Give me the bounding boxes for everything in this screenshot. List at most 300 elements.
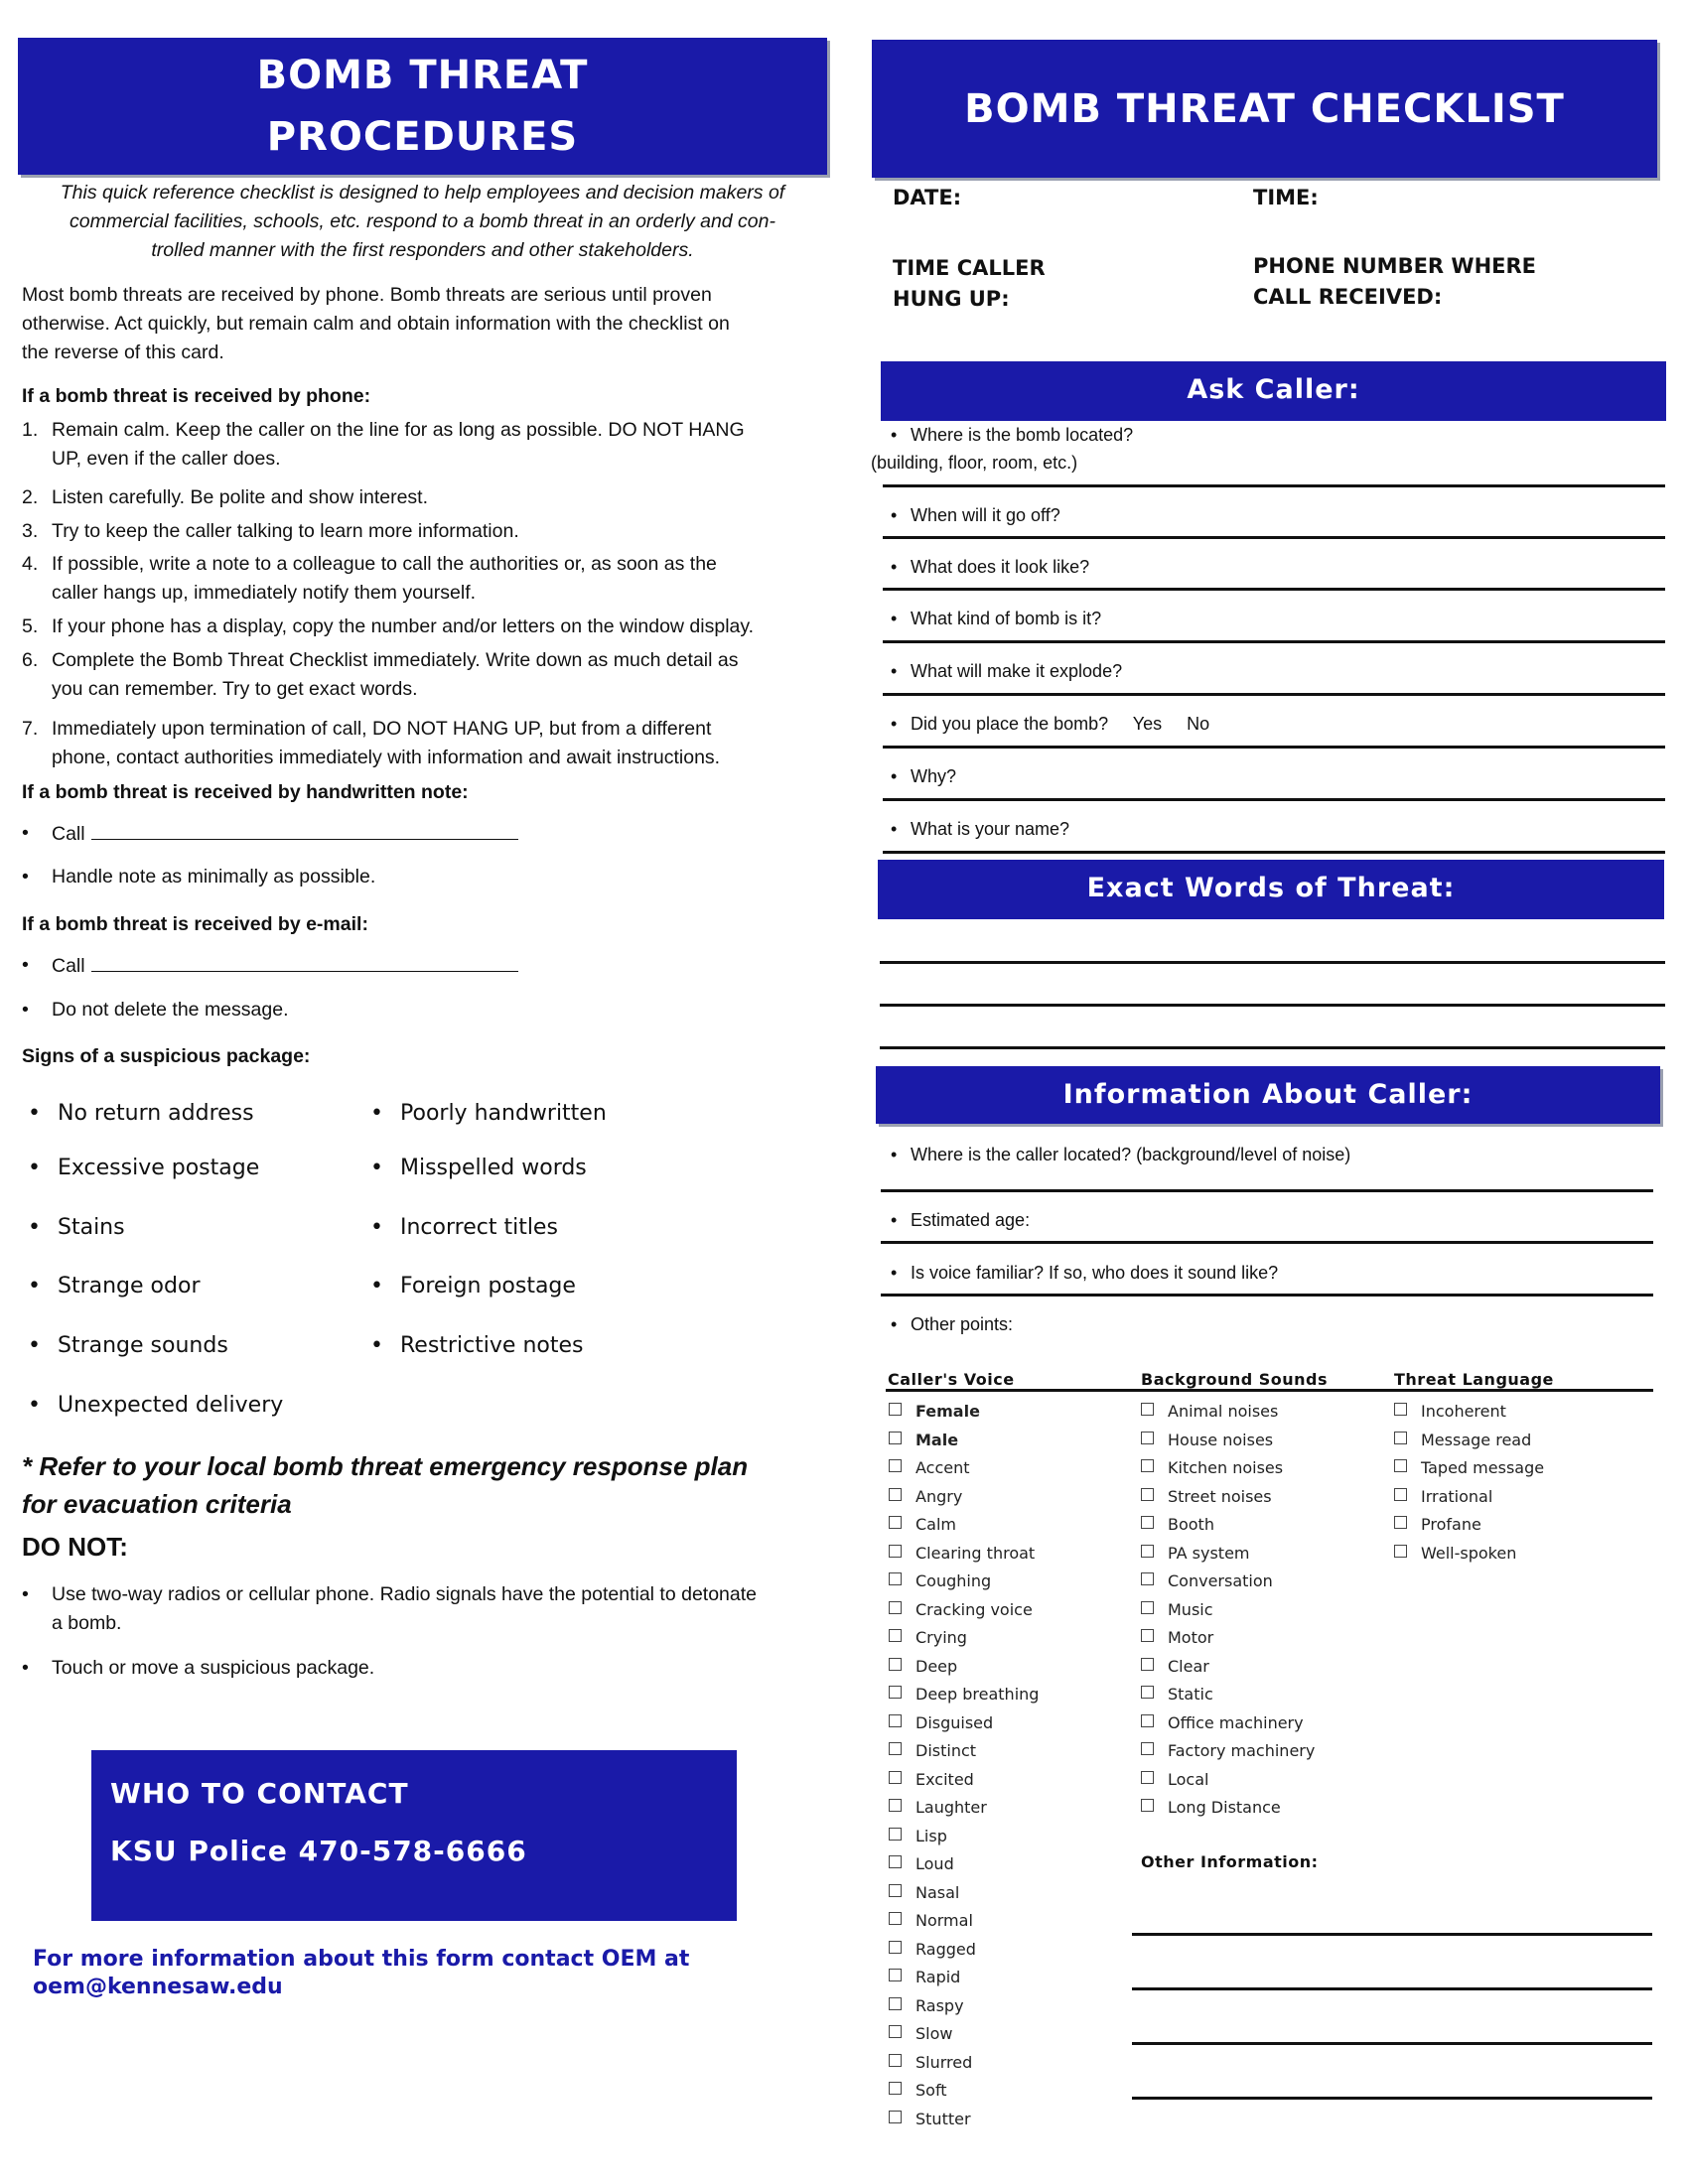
checkbox-label: Excited <box>915 1769 974 1789</box>
checkbox-label: Deep breathing <box>915 1685 1040 1704</box>
suspicious-sign-text: Misspelled words <box>400 1156 587 1180</box>
checkbox-icon[interactable] <box>1141 1771 1154 1784</box>
ask-caller-question <box>891 605 1101 632</box>
donot-1-line-2: a bomb. <box>52 1612 122 1634</box>
checkbox-label: Coughing <box>915 1571 992 1590</box>
bullet-icon: • <box>28 1156 41 1180</box>
threat-language-list <box>1394 1398 1544 1568</box>
step-text-line-2: UP, even if the caller does. <box>52 448 281 470</box>
phone-number-label <box>1253 251 1536 313</box>
checkbox-option[interactable] <box>889 1624 1039 1653</box>
checkbox-label: Ragged <box>915 1939 976 1959</box>
exact-words-title: Exact Words of Threat: <box>1086 873 1456 903</box>
paragraph-line-1: Most bomb threats are received by phone. Bomb threats are serious until proven <box>22 284 712 306</box>
checkbox-option[interactable] <box>1141 1568 1315 1596</box>
checkbox-option[interactable] <box>889 2020 1039 2049</box>
step-text-line-2: you can remember. Try to get exact words. <box>52 678 418 700</box>
checkbox-icon[interactable] <box>1141 1714 1154 1727</box>
info-question-familiar <box>891 1259 1278 1287</box>
checkbox-option[interactable] <box>889 1823 1039 1851</box>
bullet-icon: • <box>891 819 898 839</box>
suspicious-sign-item <box>28 1393 283 1418</box>
bullet-icon: • <box>22 954 29 976</box>
checkbox-label: Soft <box>915 2081 947 2100</box>
refer-line-2: for evacuation criteria <box>22 1489 292 1519</box>
phone-number-line-2: CALL RECEIVED: <box>1253 285 1443 309</box>
procedures-title-line2: PROCEDURES <box>266 114 579 160</box>
checkbox-label: Accent <box>915 1458 970 1477</box>
bullet-icon: • <box>28 1101 41 1126</box>
bullet-icon: • <box>22 822 29 844</box>
checkbox-icon[interactable] <box>889 1459 902 1472</box>
checkbox-option[interactable] <box>1141 1511 1315 1540</box>
info-answer-line-1[interactable] <box>881 1189 1653 1192</box>
checkbox-option[interactable] <box>1394 1511 1544 1540</box>
intro-line-1: This quick reference checklist is designed to help employees and decision makers of <box>60 182 785 204</box>
question-text: Where is the bomb located? <box>911 425 1134 445</box>
checkbox-icon[interactable] <box>889 1432 902 1444</box>
bullet-icon: • <box>370 1274 383 1298</box>
bullet-icon: • <box>891 425 898 445</box>
step-number: 3. <box>22 520 39 542</box>
checkbox-option[interactable] <box>889 1454 1039 1483</box>
checkbox-icon[interactable] <box>889 1969 902 1981</box>
checkbox-option[interactable] <box>889 1850 1039 1879</box>
checkbox-label: Profane <box>1421 1515 1481 1534</box>
bullet-icon: • <box>891 1314 898 1334</box>
checkbox-label: Conversation <box>1168 1571 1273 1590</box>
checkbox-icon[interactable] <box>1394 1403 1407 1416</box>
suspicious-sign-text: Poorly handwritten <box>400 1101 607 1126</box>
step-text-line-1: If your phone has a display, copy the number and/or letters on the window display. <box>52 615 755 637</box>
checkbox-icon[interactable] <box>1394 1545 1407 1558</box>
checkbox-icon[interactable] <box>1141 1459 1154 1472</box>
checkbox-icon[interactable] <box>1141 1799 1154 1812</box>
checkbox-label: Loud <box>915 1854 954 1873</box>
question-text: Why? <box>911 766 957 786</box>
checkbox-option[interactable] <box>889 1398 1039 1427</box>
checkbox-label: PA system <box>1168 1543 1250 1563</box>
bullet-icon: • <box>891 661 898 681</box>
bullet-icon: • <box>22 1583 29 1605</box>
checkbox-label: Motor <box>1168 1628 1214 1647</box>
bullet-icon: • <box>28 1215 41 1240</box>
suspicious-sign-item <box>28 1274 200 1298</box>
intro-text <box>18 179 827 265</box>
suspicious-sign-text: Strange sounds <box>58 1333 228 1358</box>
checkbox-icon[interactable] <box>1141 1432 1154 1444</box>
checkbox-icon[interactable] <box>1141 1545 1154 1558</box>
checkbox-label: Message read <box>1421 1430 1532 1449</box>
checkbox-icon[interactable] <box>889 1912 902 1925</box>
checkbox-option[interactable] <box>1141 1624 1315 1653</box>
checkbox-icon[interactable] <box>1141 1686 1154 1699</box>
info-question-age-text: Estimated age: <box>911 1210 1031 1230</box>
checkbox-option[interactable] <box>889 1766 1039 1795</box>
info-question-age <box>891 1206 1030 1234</box>
bullet-icon: • <box>891 609 898 628</box>
who-to-contact-box <box>91 1750 737 1921</box>
suspicious-sign-item <box>28 1333 228 1358</box>
checkbox-icon[interactable] <box>1394 1459 1407 1472</box>
procedures-title-line1: BOMB THREAT <box>256 53 589 98</box>
bullet-icon: • <box>891 1263 898 1283</box>
contact-police[interactable]: KSU Police 470-578-6666 <box>110 1835 527 1867</box>
checkbox-option[interactable] <box>1141 1398 1315 1427</box>
checkbox-label: Incoherent <box>1421 1402 1506 1421</box>
checkbox-icon[interactable] <box>889 1572 902 1585</box>
checkbox-label: Local <box>1168 1769 1209 1789</box>
question-text: What is your name? <box>911 819 1070 839</box>
email-heading: If a bomb threat is received by e-mail: <box>22 913 368 935</box>
info-answer-line-2[interactable] <box>881 1241 1653 1244</box>
answer-line[interactable] <box>883 851 1665 854</box>
checklist-title: BOMB THREAT CHECKLIST <box>964 86 1565 132</box>
checkbox-option[interactable] <box>1141 1454 1315 1483</box>
checklist-title-banner <box>872 40 1657 178</box>
checkbox-option[interactable] <box>889 1427 1039 1455</box>
checkbox-option[interactable] <box>889 1709 1039 1738</box>
step-text-line-1: Immediately upon termination of call, DO NOT HANG UP, but from a different <box>52 718 712 740</box>
checkbox-label: Static <box>1168 1685 1213 1704</box>
note-call-label: Call <box>52 823 85 845</box>
step-number: 5. <box>22 615 39 637</box>
bullet-icon: • <box>891 766 898 786</box>
checkbox-option[interactable] <box>889 2106 1039 2134</box>
note-heading: If a bomb threat is received by handwritten note: <box>22 781 469 803</box>
suspicious-sign-text: No return address <box>58 1101 254 1126</box>
step-text-line-1: Remain calm. Keep the caller on the line for as long as possible. DO NOT HANG <box>52 419 745 441</box>
checkbox-icon[interactable] <box>889 1855 902 1868</box>
step-number: 7. <box>22 718 39 740</box>
step-text-line-2: caller hangs up, immediately notify them yourself. <box>52 582 477 604</box>
checkbox-icon[interactable] <box>1141 1742 1154 1755</box>
step-number: 4. <box>22 553 39 575</box>
bullet-icon: • <box>370 1156 383 1180</box>
checkbox-icon[interactable] <box>1141 1572 1154 1585</box>
checkbox-option[interactable] <box>1394 1483 1544 1512</box>
exact-words-line-2[interactable] <box>880 1004 1665 1007</box>
ask-caller-question <box>891 657 1122 685</box>
other-info-line-2[interactable] <box>1132 1987 1652 1990</box>
intro-line-2: commercial facilities, schools, etc. respond to a bomb threat in an orderly and con- <box>69 210 775 232</box>
checkbox-option[interactable] <box>1394 1540 1544 1569</box>
answer-line[interactable] <box>883 484 1665 487</box>
other-info-line-3[interactable] <box>1132 2042 1652 2045</box>
checkbox-icon[interactable] <box>889 1771 902 1784</box>
checkbox-option[interactable] <box>1394 1398 1544 1427</box>
checkbox-option[interactable] <box>889 1596 1039 1625</box>
checkbox-option[interactable] <box>889 1540 1039 1569</box>
checkbox-label: Distinct <box>915 1741 977 1760</box>
checkbox-label: Raspy <box>915 1995 964 2015</box>
checkbox-icon[interactable] <box>889 1941 902 1954</box>
question-text: What kind of bomb is it? <box>911 609 1102 628</box>
info-about-caller-title: Information About Caller: <box>1062 1079 1474 1110</box>
suspicious-sign-item <box>370 1101 607 1126</box>
info-question-familiar-text: Is voice familiar? If so, who does it sound like? <box>911 1263 1279 1283</box>
bullet-icon: • <box>891 505 898 525</box>
hungup-line-1: TIME CALLER <box>893 256 1046 280</box>
checkbox-label: Factory machinery <box>1168 1741 1316 1760</box>
info-question-location-text: Where is the caller located? (background/level of noise) <box>911 1145 1351 1164</box>
checkbox-label: Stutter <box>915 2109 971 2128</box>
signs-heading: Signs of a suspicious package: <box>22 1045 311 1067</box>
ask-caller-question <box>891 553 1089 581</box>
refer-line-1: * Refer to your local bomb threat emergency response plan <box>22 1451 749 1481</box>
contact-title: WHO TO CONTACT <box>110 1777 409 1810</box>
checkbox-icon[interactable] <box>889 1686 902 1699</box>
background-sounds-list <box>1141 1398 1315 1823</box>
time-label: TIME: <box>1253 186 1319 209</box>
checkbox-option[interactable] <box>889 1936 1039 1965</box>
checkbox-label: House noises <box>1168 1430 1274 1449</box>
bullet-icon: • <box>891 1210 898 1230</box>
note-call-blank[interactable] <box>91 819 518 840</box>
donot-1-line-1: Use two-way radios or cellular phone. Radio signals have the potential to detonate <box>52 1583 758 1605</box>
checkbox-label: Female <box>915 1402 980 1421</box>
suspicious-sign-item <box>370 1215 558 1240</box>
ask-caller-question <box>891 710 1209 738</box>
bullet-icon: • <box>28 1393 41 1418</box>
checkbox-icon[interactable] <box>1141 1658 1154 1671</box>
checkbox-option[interactable] <box>1141 1709 1315 1738</box>
question-text: What will make it explode? <box>911 661 1123 681</box>
suspicious-sign-text: Restrictive notes <box>400 1333 584 1358</box>
suspicious-sign-item <box>28 1215 125 1240</box>
checkbox-option[interactable] <box>1141 1737 1315 1766</box>
checkbox-label: Disguised <box>915 1712 994 1732</box>
checkbox-label: Angry <box>915 1486 963 1506</box>
donot-heading: DO NOT: <box>22 1532 128 1562</box>
answer-line[interactable] <box>883 798 1665 801</box>
checkbox-icon[interactable] <box>1141 1488 1154 1501</box>
checkbox-icon[interactable] <box>1394 1516 1407 1529</box>
step-number: 2. <box>22 486 39 508</box>
checkbox-option[interactable] <box>1141 1681 1315 1709</box>
callers-voice-header: Caller's Voice <box>888 1370 1015 1389</box>
ask-caller-question <box>891 815 1069 843</box>
checkbox-icon[interactable] <box>889 2054 902 2067</box>
bullet-icon: • <box>891 714 898 734</box>
ask-caller-question <box>871 421 1134 477</box>
ask-caller-question <box>891 501 1060 529</box>
suspicious-sign-text: Incorrect titles <box>400 1215 558 1240</box>
suspicious-sign-text: Stains <box>58 1215 125 1240</box>
donot-2-text: Touch or move a suspicious package. <box>52 1657 375 1679</box>
intro-paragraph <box>22 281 816 367</box>
question-subtext: (building, floor, room, etc.) <box>871 453 1078 473</box>
checkbox-label: Rapid <box>915 1968 961 1986</box>
exact-words-line-3[interactable] <box>880 1046 1665 1049</box>
bullet-icon: • <box>891 1145 898 1164</box>
bullet-icon: • <box>28 1333 41 1358</box>
phone-number-line-1: PHONE NUMBER WHERE <box>1253 254 1537 278</box>
ask-caller-title: Ask Caller: <box>1187 374 1360 405</box>
checkbox-option[interactable] <box>889 1879 1039 1908</box>
checkbox-label: Long Distance <box>1168 1798 1281 1817</box>
checkbox-label: Taped message <box>1421 1458 1545 1477</box>
checkbox-label: Well-spoken <box>1421 1543 1517 1563</box>
checkbox-icon[interactable] <box>889 1629 902 1642</box>
checkbox-option[interactable] <box>889 1794 1039 1823</box>
step-text-line-2: phone, contact authorities immediately with information and await instructions. <box>52 747 721 768</box>
checkbox-icon[interactable] <box>1394 1488 1407 1501</box>
checkbox-icon[interactable] <box>1141 1601 1154 1614</box>
step-number: 1. <box>22 419 39 441</box>
step-text-line-1: If possible, write a note to a colleague to call the authorities or, as soon as the <box>52 553 717 575</box>
email-call-blank[interactable] <box>91 951 518 972</box>
checkbox-label: Normal <box>915 1911 973 1930</box>
checkbox-icon[interactable] <box>889 1658 902 1671</box>
answer-line[interactable] <box>883 536 1665 539</box>
checkbox-label: Kitchen noises <box>1168 1458 1284 1477</box>
checkbox-option[interactable] <box>1141 1596 1315 1625</box>
phone-heading: If a bomb threat is received by phone: <box>22 385 371 407</box>
other-info-line-4[interactable] <box>1132 2097 1652 2100</box>
checkbox-option[interactable] <box>889 1483 1039 1512</box>
suspicious-sign-text: Strange odor <box>58 1274 201 1298</box>
checkbox-option[interactable] <box>889 1568 1039 1596</box>
checkbox-option[interactable] <box>889 1992 1039 2021</box>
intro-line-3: trolled manner with the first responders and other stakeholders. <box>151 239 694 261</box>
bullet-icon: • <box>22 999 29 1021</box>
checkbox-option[interactable] <box>1141 1794 1315 1823</box>
checkbox-option[interactable] <box>1141 1766 1315 1795</box>
checkbox-option[interactable] <box>889 2077 1039 2106</box>
exact-words-line-1[interactable] <box>880 961 1665 964</box>
procedures-title-banner <box>18 38 827 175</box>
ask-caller-question <box>891 762 956 790</box>
bullet-icon: • <box>891 557 898 577</box>
checkbox-icon[interactable] <box>889 1884 902 1897</box>
question-text: When will it go off? <box>911 505 1060 525</box>
checkbox-icon[interactable] <box>889 1799 902 1812</box>
paragraph-line-3: the reverse of this card. <box>22 341 224 363</box>
email-call-label: Call <box>52 955 85 977</box>
suspicious-sign-item <box>28 1156 259 1180</box>
suspicious-sign-text: Excessive postage <box>58 1156 260 1180</box>
checkbox-label: Clearing throat <box>915 1543 1036 1563</box>
checkbox-icon[interactable] <box>889 2025 902 2038</box>
step-text-line-1: Complete the Bomb Threat Checklist immediately. Write down as much detail as <box>52 649 739 671</box>
hungup-line-2: HUNG UP: <box>893 287 1010 311</box>
bullet-icon: • <box>22 1657 29 1679</box>
suspicious-sign-text: Unexpected delivery <box>58 1393 284 1418</box>
callers-voice-list <box>889 1398 1039 2133</box>
checkbox-option[interactable] <box>889 1964 1039 1992</box>
footer-line-1: For more information about this form contact OEM at <box>33 1947 690 1972</box>
checkbox-option[interactable] <box>889 1653 1039 1682</box>
answer-line[interactable] <box>883 588 1665 591</box>
checkbox-label: Calm <box>915 1515 957 1534</box>
checkbox-label: Crying <box>915 1628 967 1647</box>
refer-note <box>22 1447 748 1523</box>
answer-line[interactable] <box>883 640 1665 643</box>
question-text: Did you place the bomb? Yes No <box>911 714 1210 734</box>
checkbox-label: Laughter <box>915 1798 987 1817</box>
footer-email-link[interactable]: oem@kennesaw.edu <box>33 1975 283 1999</box>
checkbox-icon[interactable] <box>889 2082 902 2095</box>
checkbox-option[interactable] <box>889 1681 1039 1709</box>
checkbox-label: Lisp <box>915 1826 947 1845</box>
bullet-icon: • <box>370 1333 383 1358</box>
checkbox-icon[interactable] <box>889 1714 902 1727</box>
checkbox-option[interactable] <box>889 2049 1039 2078</box>
suspicious-sign-item <box>370 1274 576 1298</box>
step-number: 6. <box>22 649 39 671</box>
checkbox-icon[interactable] <box>889 1403 902 1416</box>
checkbox-label: Male <box>915 1430 959 1449</box>
checkbox-icon[interactable] <box>1141 1516 1154 1529</box>
checkbox-option[interactable] <box>889 1907 1039 1936</box>
suspicious-sign-item <box>28 1101 254 1126</box>
checkbox-icon[interactable] <box>889 1488 902 1501</box>
checkbox-label: Nasal <box>915 1882 960 1902</box>
checkbox-icon[interactable] <box>1394 1432 1407 1444</box>
checkbox-icon[interactable] <box>1141 1403 1154 1416</box>
checkbox-icon[interactable] <box>889 1742 902 1755</box>
note-handle-text: Handle note as minimally as possible. <box>52 866 376 887</box>
suspicious-sign-text: Foreign postage <box>400 1274 576 1298</box>
checkbox-option[interactable] <box>1394 1427 1544 1455</box>
checkbox-option[interactable] <box>1141 1427 1315 1455</box>
checkbox-icon[interactable] <box>889 1601 902 1614</box>
answer-line[interactable] <box>883 746 1665 749</box>
info-about-caller-banner <box>876 1066 1660 1124</box>
step-text-line-1: Listen carefully. Be polite and show interest. <box>52 486 429 508</box>
bullet-icon: • <box>370 1215 383 1240</box>
step-text-line-1: Try to keep the caller talking to learn more information. <box>52 520 519 542</box>
checkbox-icon[interactable] <box>889 1516 902 1529</box>
checkbox-label: Booth <box>1168 1515 1214 1534</box>
checkbox-label: Music <box>1168 1599 1213 1619</box>
checkbox-label: Street noises <box>1168 1486 1272 1506</box>
checkbox-option[interactable] <box>1141 1653 1315 1682</box>
info-question-other <box>891 1310 1013 1338</box>
column-header-rule <box>886 1389 1653 1392</box>
checkbox-option[interactable] <box>1394 1454 1544 1483</box>
checkbox-option[interactable] <box>1141 1540 1315 1569</box>
checkbox-option[interactable] <box>1141 1483 1315 1512</box>
threat-language-header: Threat Language <box>1394 1370 1554 1389</box>
hungup-label <box>893 253 1046 315</box>
checkbox-icon[interactable] <box>889 1545 902 1558</box>
suspicious-sign-item <box>370 1156 587 1180</box>
paragraph-line-2: otherwise. Act quickly, but remain calm and obtain information with the checklist on <box>22 313 730 335</box>
footer-info <box>33 1946 748 2001</box>
checkbox-icon[interactable] <box>1141 1629 1154 1642</box>
email-delete-text: Do not delete the message. <box>52 999 289 1021</box>
checkbox-icon[interactable] <box>889 1997 902 2010</box>
date-label: DATE: <box>893 186 962 209</box>
info-question-location <box>891 1141 1350 1168</box>
checkbox-label: Clear <box>1168 1656 1209 1676</box>
suspicious-sign-item <box>370 1333 584 1358</box>
info-answer-line-3[interactable] <box>881 1294 1653 1297</box>
checkbox-icon[interactable] <box>889 2111 902 2123</box>
checkbox-label: Deep <box>915 1656 958 1676</box>
bullet-icon: • <box>370 1101 383 1126</box>
background-sounds-header: Background Sounds <box>1141 1370 1329 1389</box>
checkbox-icon[interactable] <box>889 1828 902 1841</box>
exact-words-banner <box>878 860 1664 919</box>
checkbox-option[interactable] <box>889 1511 1039 1540</box>
other-info-line-1[interactable] <box>1132 1933 1652 1936</box>
question-text: What does it look like? <box>911 557 1090 577</box>
answer-line[interactable] <box>883 693 1665 696</box>
checkbox-option[interactable] <box>889 1737 1039 1766</box>
